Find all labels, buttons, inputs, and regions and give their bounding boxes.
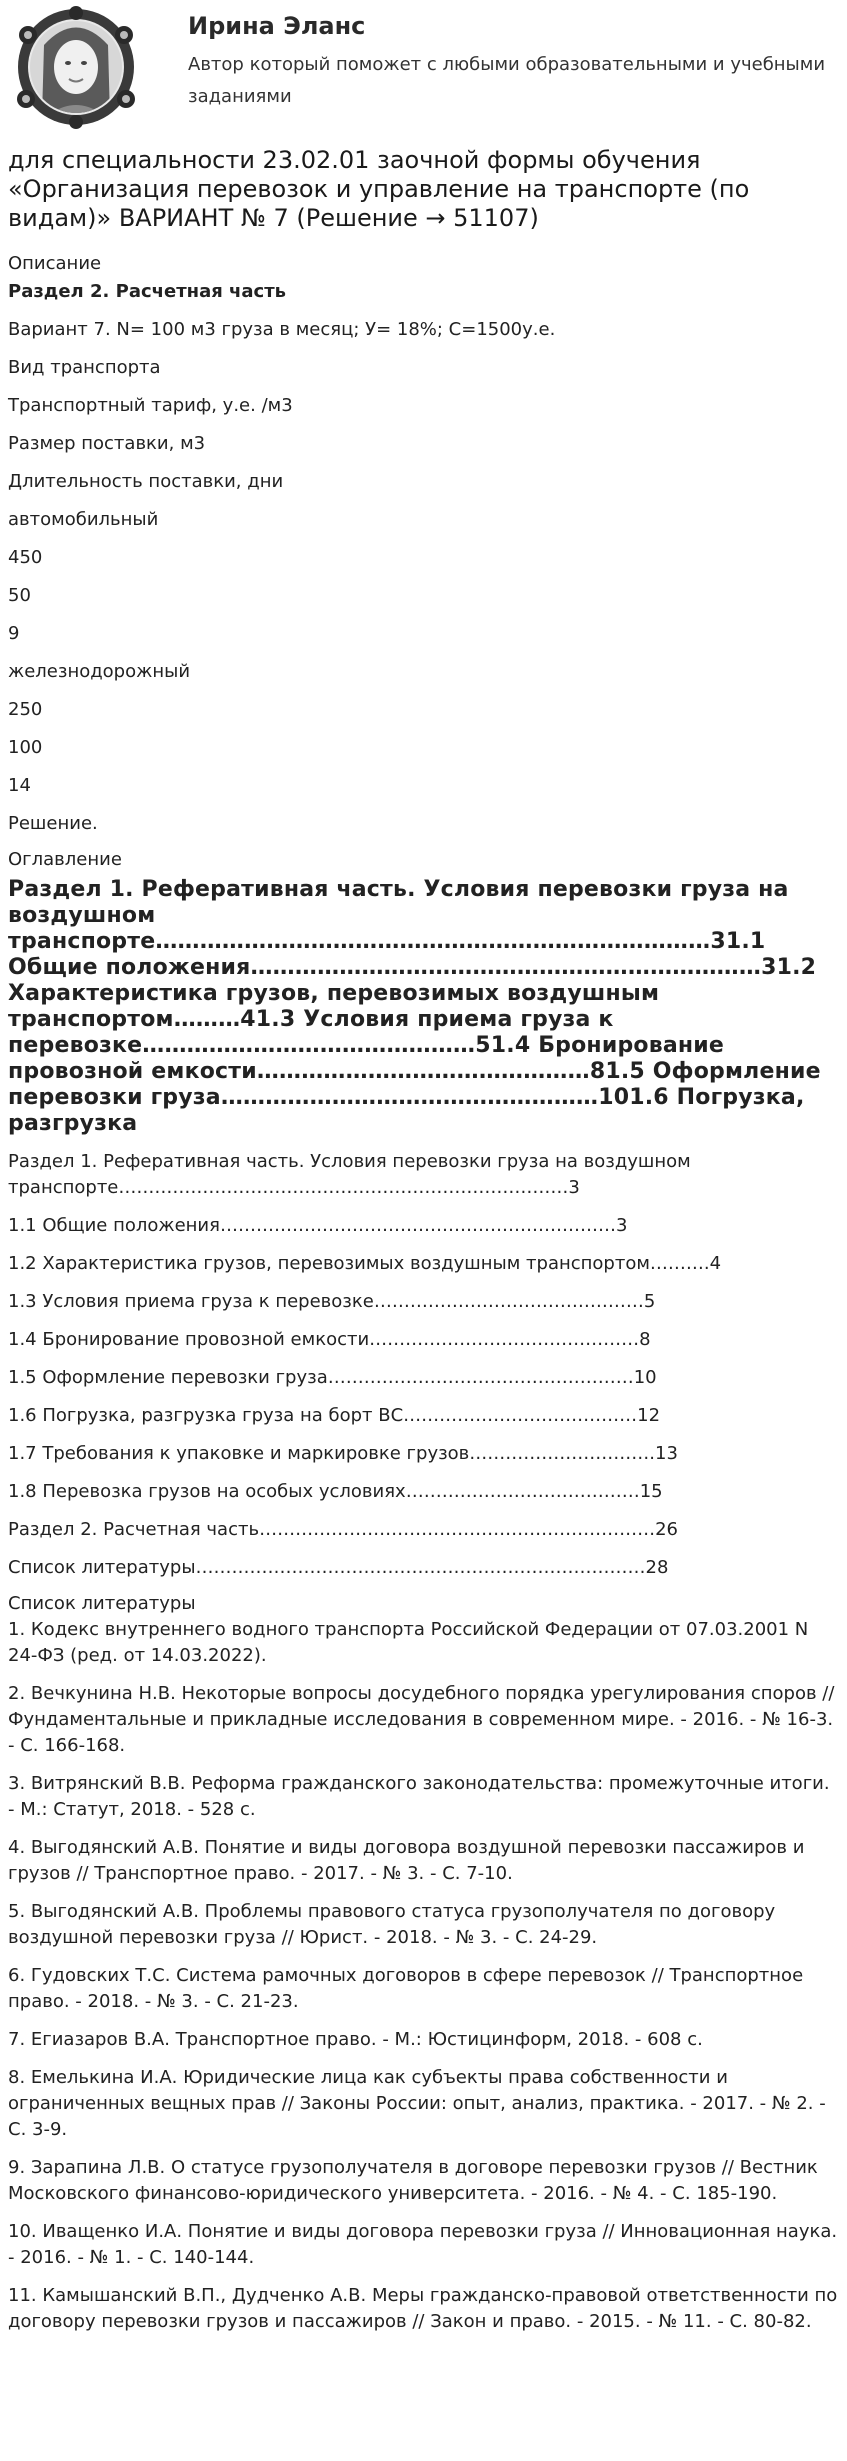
bibliography-list — [8, 1617, 839, 2335]
paragraph: Транспортный тариф, у.е. /м3 — [8, 395, 293, 416]
bibliography-item: 5. Выгодянский А.В. Проблемы правового статуса грузополучателя по договору воздушной перевозки груза // Юрист. - 2018. - № 3. - С. 24-29. — [8, 1901, 776, 1948]
description-label: Описание — [8, 253, 102, 274]
paragraph: Вариант 7. N= 100 м3 груза в месяц; У= 18%; С=1500у.е. — [8, 319, 556, 340]
paragraph: 450 — [8, 547, 43, 568]
bibliography-item: 4. Выгодянский А.В. Понятие и виды договора воздушной перевозки пассажиров и грузов // Транспортное право. - 2017. - № 3. - С. 7-10. — [8, 1837, 805, 1884]
toc-bold-line: Раздел 1. Реферативная часть. Условия перевозки груза на воздушном — [8, 877, 789, 928]
toc-item: 1.4 Бронирование провозной емкости………………………………………8 — [8, 1329, 651, 1350]
toc-item: 1.2 Характеристика грузов, перевозимых воздушным транспортом……….4 — [8, 1253, 722, 1274]
toc-bold-line: перевозке………………………………………51.4 Бронирование — [8, 1033, 725, 1058]
contents-bold-block — [8, 877, 839, 1137]
toc-bold-line: разгрузка — [8, 1111, 138, 1136]
contents-label: Оглавление — [8, 849, 122, 870]
paragraph: железнодорожный — [8, 661, 191, 682]
paragraph: 250 — [8, 699, 43, 720]
bibliography-item: 1. Кодекс внутреннего водного транспорта Российской Федерации от 07.03.2001 N 24-ФЗ (ред. от 14.03.2022). — [8, 1619, 809, 1666]
author-name[interactable]: Ирина Эланс — [188, 12, 366, 40]
toc-item: Раздел 2. Расчетная часть…………………………………………………………26 — [8, 1519, 678, 1540]
paragraph: 14 — [8, 775, 31, 796]
author-description: Автор который поможет с любыми образовательными и учебными заданиями — [188, 54, 826, 107]
toc-bold-line: провозной емкости………………………………………81.5 Оформление — [8, 1059, 821, 1084]
toc-item: 1.8 Перевозка грузов на особых условиях…………………………………15 — [8, 1481, 663, 1502]
toc-bold-line: транспорте…………………………………………………………………31.1 — [8, 929, 766, 954]
bibliography-item: 11. Камышанский В.П., Дудченко А.В. Меры гражданско-правовой ответственности по договору перевозки грузов и пассажиров // Закон и право. - 2015. - № 11. - С. 80-82. — [8, 2285, 838, 2332]
bibliography-label: Список литературы — [8, 1593, 196, 1614]
contents-list — [8, 1149, 839, 1581]
bibliography-item: 8. Емелькина И.А. Юридические лица как субъекты права собственности и ограниченных вещных прав // Законы России: опыт, анализ, практика. - 2017. - № 2. - С. 3-9. — [8, 2067, 826, 2140]
toc-item: 1.5 Оформление перевозки груза……………………………………………10 — [8, 1367, 657, 1388]
toc-bold-line: Общие положения……………………………………………………………31.2 — [8, 955, 817, 980]
toc-item: 1.7 Требования к упаковке и маркировке грузов………………………….13 — [8, 1443, 678, 1464]
paragraph: 9 — [8, 623, 20, 644]
bibliography-item: 2. Вечкунина Н.В. Некоторые вопросы досудебного порядка урегулирования споров // Фундаментальные и прикладные исследования в современном мире. - 2016. - № 16-3. - С. 166-168. — [8, 1683, 835, 1756]
toc-item: 1.3 Условия приема груза к перевозке………………………………………5 — [8, 1291, 656, 1312]
bibliography-item: 10. Иващенко И.А. Понятие и виды договора перевозки груза // Инновационная наука. - 2016. - № 1. - С. 140-144. — [8, 2221, 838, 2268]
description-body — [8, 317, 839, 837]
avatar[interactable] — [6, 5, 146, 130]
avatar-image — [6, 5, 146, 130]
toc-item: Раздел 1. Реферативная часть. Условия перевозки груза на воздушном транспорте…………………………………………………………………3 — [8, 1151, 691, 1198]
paragraph: Вид транспорта — [8, 357, 161, 378]
work-title: для специальности 23.02.01 заочной формы обучения «Организация перевозок и управление на транспорте (по видам)» ВАРИАНТ № 7 (Решение → 51107) — [8, 146, 750, 232]
toc-item: Список литературы…………………………………………………………………28 — [8, 1557, 669, 1578]
paragraph: Решение. — [8, 813, 98, 834]
toc-bold-line: перевозки груза……………………………………………101.6 Погрузка, — [8, 1085, 805, 1110]
paragraph: Размер поставки, м3 — [8, 433, 206, 454]
section-heading: Раздел 2. Расчетная часть — [8, 281, 287, 302]
toc-bold-line: транспортом………41.3 Условия приема груза к — [8, 1007, 614, 1032]
toc-bold-line: Характеристика грузов, перевозимых воздушным — [8, 981, 660, 1006]
author-info — [188, 5, 828, 113]
paragraph: автомобильный — [8, 509, 159, 530]
bibliography-item: 3. Витрянский В.В. Реформа гражданского законодательства: промежуточные итоги. - М.: Статут, 2018. - 528 с. — [8, 1773, 830, 1820]
paragraph: Длительность поставки, дни — [8, 471, 284, 492]
paragraph: 100 — [8, 737, 43, 758]
paragraph: 50 — [8, 585, 31, 606]
toc-item: 1.6 Погрузка, разгрузка груза на борт ВС…………………………………12 — [8, 1405, 661, 1426]
bibliography-item: 9. Зарапина Л.В. О статусе грузополучателя в договоре перевозки грузов // Вестник Московского финансово-юридического университета. - 2016. - № 4. - С. 185-190. — [8, 2157, 818, 2204]
author-card — [8, 0, 839, 140]
bibliography-item: 7. Егиазаров В.А. Транспортное право. - М.: Юстицинформ, 2018. - 608 с. — [8, 2029, 703, 2050]
toc-item: 1.1 Общие положения…………………………………………………………3 — [8, 1215, 628, 1236]
bibliography-item: 6. Гудовских Т.С. Система рамочных договоров в сфере перевозок // Транспортное право. - 2018. - № 3. - С. 21-23. — [8, 1965, 804, 2012]
